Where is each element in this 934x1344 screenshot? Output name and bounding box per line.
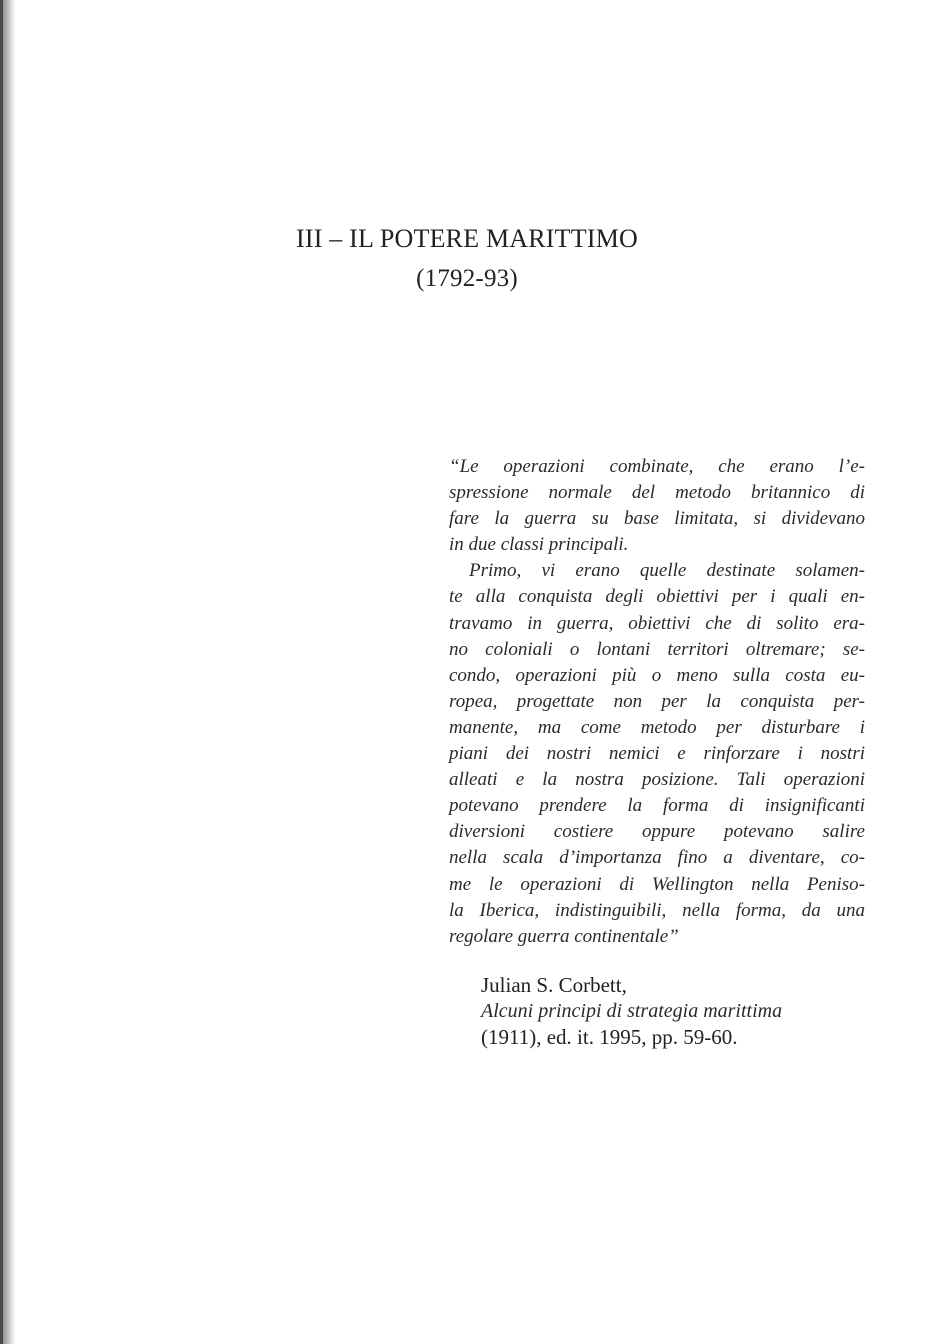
chapter-title: III – IL POTERE MARITTIMO [296,224,638,253]
quote-source-title: Alcuni principi di strategia marittima [481,1000,783,1022]
epigraph-line: la Iberica, indistinguibili, nella forma, da una [449,899,865,921]
epigraph-line: piani dei nostri nemici e rinforzare i nostri [449,743,865,765]
epigraph-line: manente, ma come metodo per disturbare i [449,716,865,738]
epigraph-line: Primo, vi erano quelle destinate solamen- [469,560,865,582]
epigraph-line: fare la guerra su base limitata, si dividevano [449,508,865,530]
epigraph-line: in due classi principali. [449,534,629,556]
epigraph-line: diversioni costiere oppure potevano salire [449,821,865,843]
chapter-years: (1792-93) [416,265,518,292]
epigraph-quote [449,454,865,950]
epigraph-line: te alla conquista degli obiettivi per i quali en- [449,586,865,608]
epigraph-line: no coloniali o lontani territori oltremare; se- [449,638,865,660]
epigraph-line: travamo in guerra, obiettivi che di solito era- [449,612,865,634]
epigraph-line: nella scala d’importanza fino a diventare, co- [449,847,865,869]
epigraph-line: “Le operazioni combinate, che erano l’e- [449,456,865,477]
epigraph-line: ropea, progettate non per la conquista per- [449,690,865,712]
epigraph-line: spressione normale del metodo britannico di [449,482,865,504]
epigraph-line: condo, operazioni più o meno sulla costa eu- [449,664,865,686]
book-spine-edge [0,0,3,1344]
epigraph-attribution [481,972,861,1050]
epigraph-line: regolare guerra continentale” [449,925,679,947]
quote-author: Julian S. Corbett, [481,973,627,997]
epigraph-line: alleati e la nostra posizione. Tali operazioni [449,769,865,791]
epigraph-line: me le operazioni di Wellington nella Peniso- [449,873,865,895]
epigraph-line: potevano prendere la forma di insignificanti [449,795,865,817]
quote-source-edition: (1911), ed. it. 1995, pp. 59-60. [481,1025,738,1049]
